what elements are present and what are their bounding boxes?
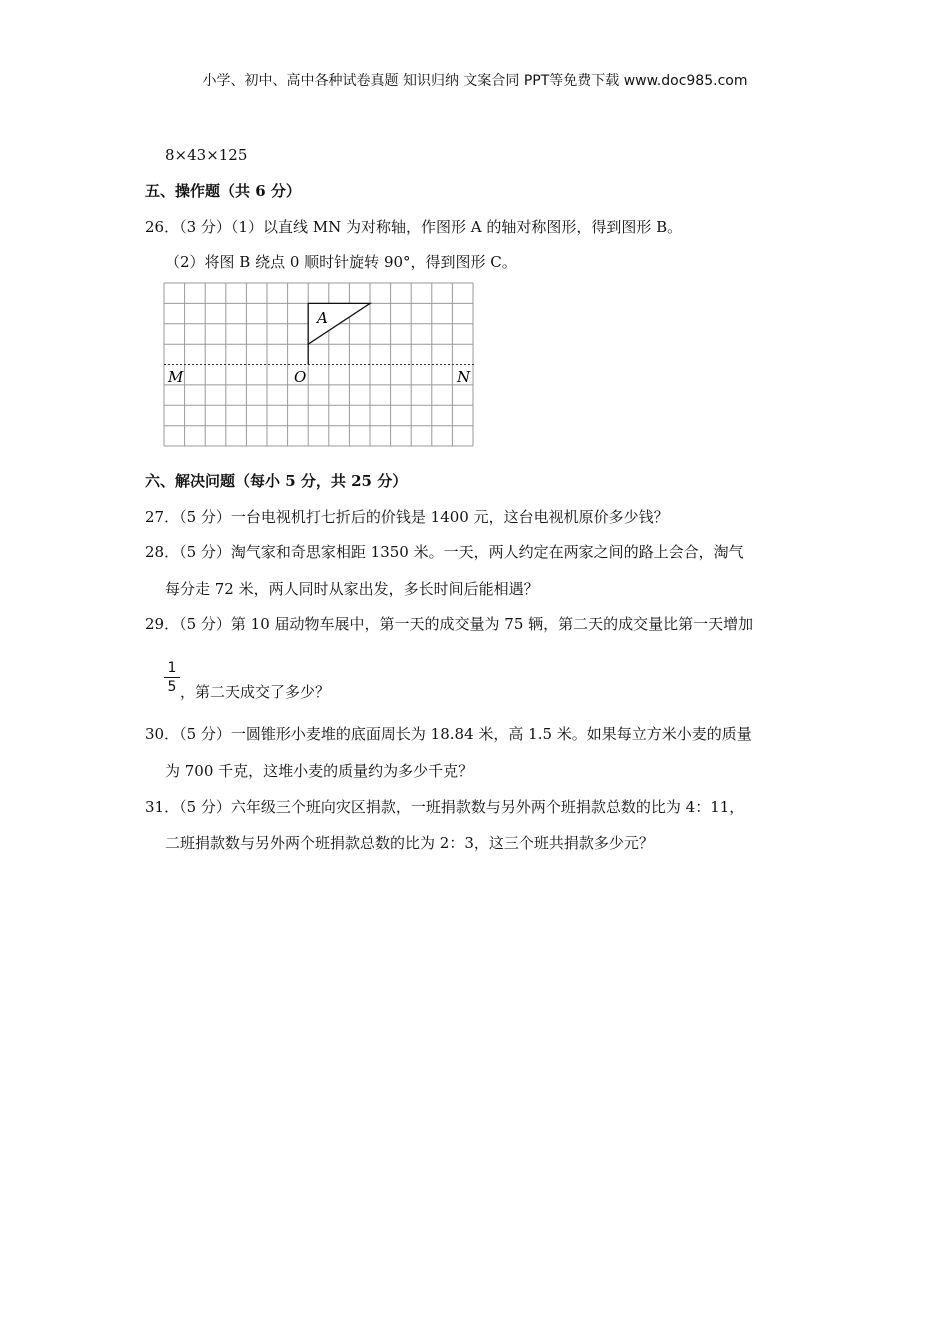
symmetry-grid-figure — [163, 282, 475, 448]
label-m: M — [168, 368, 184, 386]
label-o: O — [294, 368, 307, 386]
q29-line2: ，第二天成交了多少？ — [180, 683, 331, 701]
section-six-title: 六、解决问题（每小 5 分，共 25 分） — [145, 472, 408, 490]
fraction-bar — [164, 677, 180, 678]
label-n: N — [457, 368, 471, 386]
q26-line1: 26．（3 分）（1）以直线 MN 为对称轴，作图形 A 的轴对称图形，得到图形 B。 — [145, 218, 683, 236]
q28-line1: 28．（5 分）淘气家和奇思家相距 1350 米。一天，两人约定在两家之间的路上会合，淘气 — [145, 543, 744, 561]
q31-line1: 31．（5 分）六年级三个班向灾区捐款，一班捐款数与另外两个班捐款总数的比为 4：11， — [145, 798, 745, 816]
previous-expression: 8×43×125 — [165, 146, 248, 164]
q28-line2: 每分走 72 米，两人同时从家出发，多长时间后能相遇？ — [165, 580, 539, 598]
q27: 27．（5 分）一台电视机打七折后的价钱是 1400 元，这台电视机原价多少钱？ — [145, 508, 669, 526]
section-five-title: 五、操作题（共 6 分） — [145, 182, 301, 200]
q30-line1: 30．（5 分）一圆锥形小麦堆的底面周长为 18.84 米，高 1.5 米。如果每立方米小麦的质量 — [145, 725, 752, 743]
q26-line2: （2）将图 B 绕点 0 顺时针旋转 90°，得到图形 C。 — [165, 253, 517, 271]
q29-line1: 29．（5 分）第 10 届动物车展中，第一天的成交量为 75 辆，第二天的成交量比第一天增加 — [145, 615, 754, 633]
q30-line2: 为 700 千克，这堆小麦的质量约为多少千克？ — [165, 762, 474, 780]
q31-line2: 二班捐款数与另外两个班捐款总数的比为 2：3，这三个班共捐款多少元？ — [165, 834, 654, 852]
fraction-denominator: 5 — [167, 679, 177, 695]
label-a: A — [317, 309, 328, 327]
header-banner: 小学、初中、高中各种试卷真题 知识归纳 文案合同 PPT等免费下载 www.doc985.com — [202, 73, 748, 89]
q29-fraction — [164, 660, 180, 695]
fraction-numerator: 1 — [167, 660, 177, 676]
